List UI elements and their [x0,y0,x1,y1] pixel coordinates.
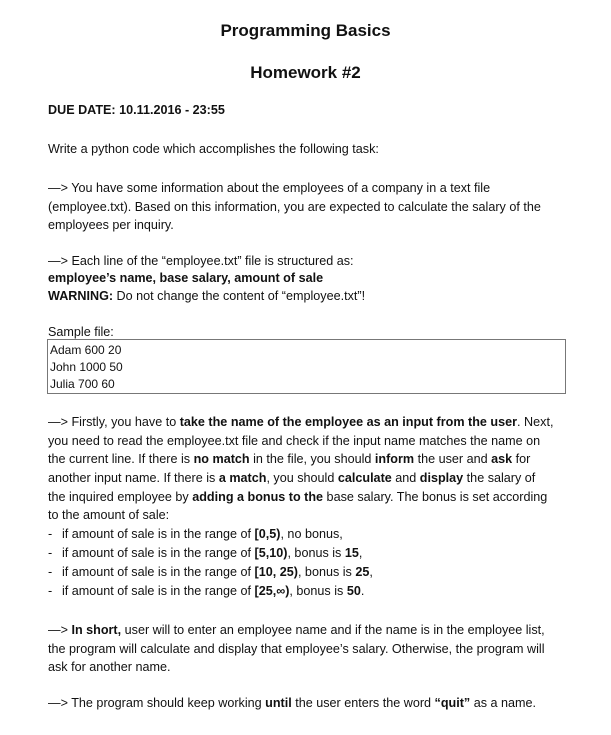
range: [10, 25) [254,565,298,579]
para2-text1: Each line of the “employee.txt” file is structured as: [71,254,354,268]
text: the salary of [463,471,536,485]
page-title: Programming Basics [220,21,391,40]
bonus: 50 [346,584,361,598]
text: , [358,546,363,560]
text: the user and [414,452,492,466]
bonus-rule [48,564,373,580]
text: if amount of sale is in the range of [62,584,255,598]
text: . Next, [517,415,554,429]
text: the current line. If there is [48,452,194,466]
range: [5,10) [254,546,288,560]
emphasis: ask [491,452,513,466]
dash: - [48,565,53,579]
warning-line [48,288,365,304]
emphasis: no match [193,452,250,466]
text: . [360,584,365,598]
para5-line [48,695,536,711]
text: in the file, you should [249,452,375,466]
para4-line1 [48,622,545,638]
bonus-rule [48,526,343,542]
dash: - [48,527,53,541]
arrow: —> [48,623,68,637]
emphasis: calculate [337,471,392,485]
para1-line3: employees per inquiry. [48,218,174,232]
para3-line4 [48,470,535,486]
bonus: 15 [344,546,359,560]
sample-file-box [47,339,566,394]
emphasis: take the name of the employee as an input from the user [179,415,518,429]
para3-line1 [48,414,553,430]
text: the user enters the word [291,696,435,710]
sample-row: Julia 700 60 [50,377,115,391]
para1-line1 [48,180,490,196]
text: , bonus is [289,584,347,598]
text: , bonus is [287,546,345,560]
page-subtitle: Homework #2 [250,63,361,82]
emphasis: In short, [71,623,122,637]
emphasis: until [265,696,292,710]
bonus-rule [48,583,364,599]
text: and [391,471,420,485]
text: the inquired employee by [48,490,193,504]
para4-line2: the program will calculate and display that employee’s salary. Otherwise, the program will [48,642,545,656]
para1-line2: (employee.txt). Based on this information, you are expected to calculate the salary of the [48,200,541,214]
sample-row: Adam 600 20 [50,343,122,357]
arrow: —> [48,181,68,195]
text: another input name. If there is [48,471,219,485]
range: [0,5) [254,527,281,541]
para3-line2: you need to read the employee.txt file and check if the input name matches the name on [48,434,541,448]
emphasis: display [419,471,464,485]
warning-label: WARNING: [48,289,114,303]
dash: - [48,546,53,560]
text: if amount of sale is in the range of [62,527,255,541]
sample-label: Sample file: [48,325,114,339]
para1-text1: You have some information about the employees of a company in a text file [71,181,491,195]
sample-row: John 1000 50 [50,360,123,374]
para3-line6: to the amount of sale: [48,508,170,522]
text: Firstly, you have to [71,415,180,429]
emphasis: adding a bonus to the [192,490,324,504]
intro-text: Write a python code which accomplishes the following task: [48,142,379,156]
text: if amount of sale is in the range of [62,546,255,560]
bonus: 25 [355,565,370,579]
bonus-rule [48,545,362,561]
range: [25,∞) [254,584,290,598]
emphasis: “quit” [434,696,471,710]
text: for [512,452,531,466]
text: user will to enter an employee name and if the name is in the employee list, [121,623,545,637]
para3-line5 [48,489,547,505]
text: , you should [266,471,338,485]
due-date: DUE DATE: 10.11.2016 - 23:55 [48,103,225,117]
emphasis: a match [218,471,267,485]
para2-line1 [48,253,354,269]
para4-line3: ask for another name. [48,660,171,674]
text: , no bonus, [280,527,343,541]
para3-line3 [48,451,530,467]
arrow: —> [48,696,68,710]
arrow: —> [48,415,68,429]
warning-text: Do not change the content of “employee.txt”! [113,289,366,303]
text: The program should keep working [71,696,266,710]
format-line: employee’s name, base salary, amount of sale [48,271,324,285]
arrow: —> [48,254,68,268]
text: as a name. [470,696,537,710]
emphasis: inform [374,452,415,466]
text: base salary. The bonus is set according [323,490,548,504]
text: , [369,565,373,579]
dash: - [48,584,53,598]
text: , bonus is [297,565,356,579]
text: if amount of sale is in the range of [62,565,255,579]
